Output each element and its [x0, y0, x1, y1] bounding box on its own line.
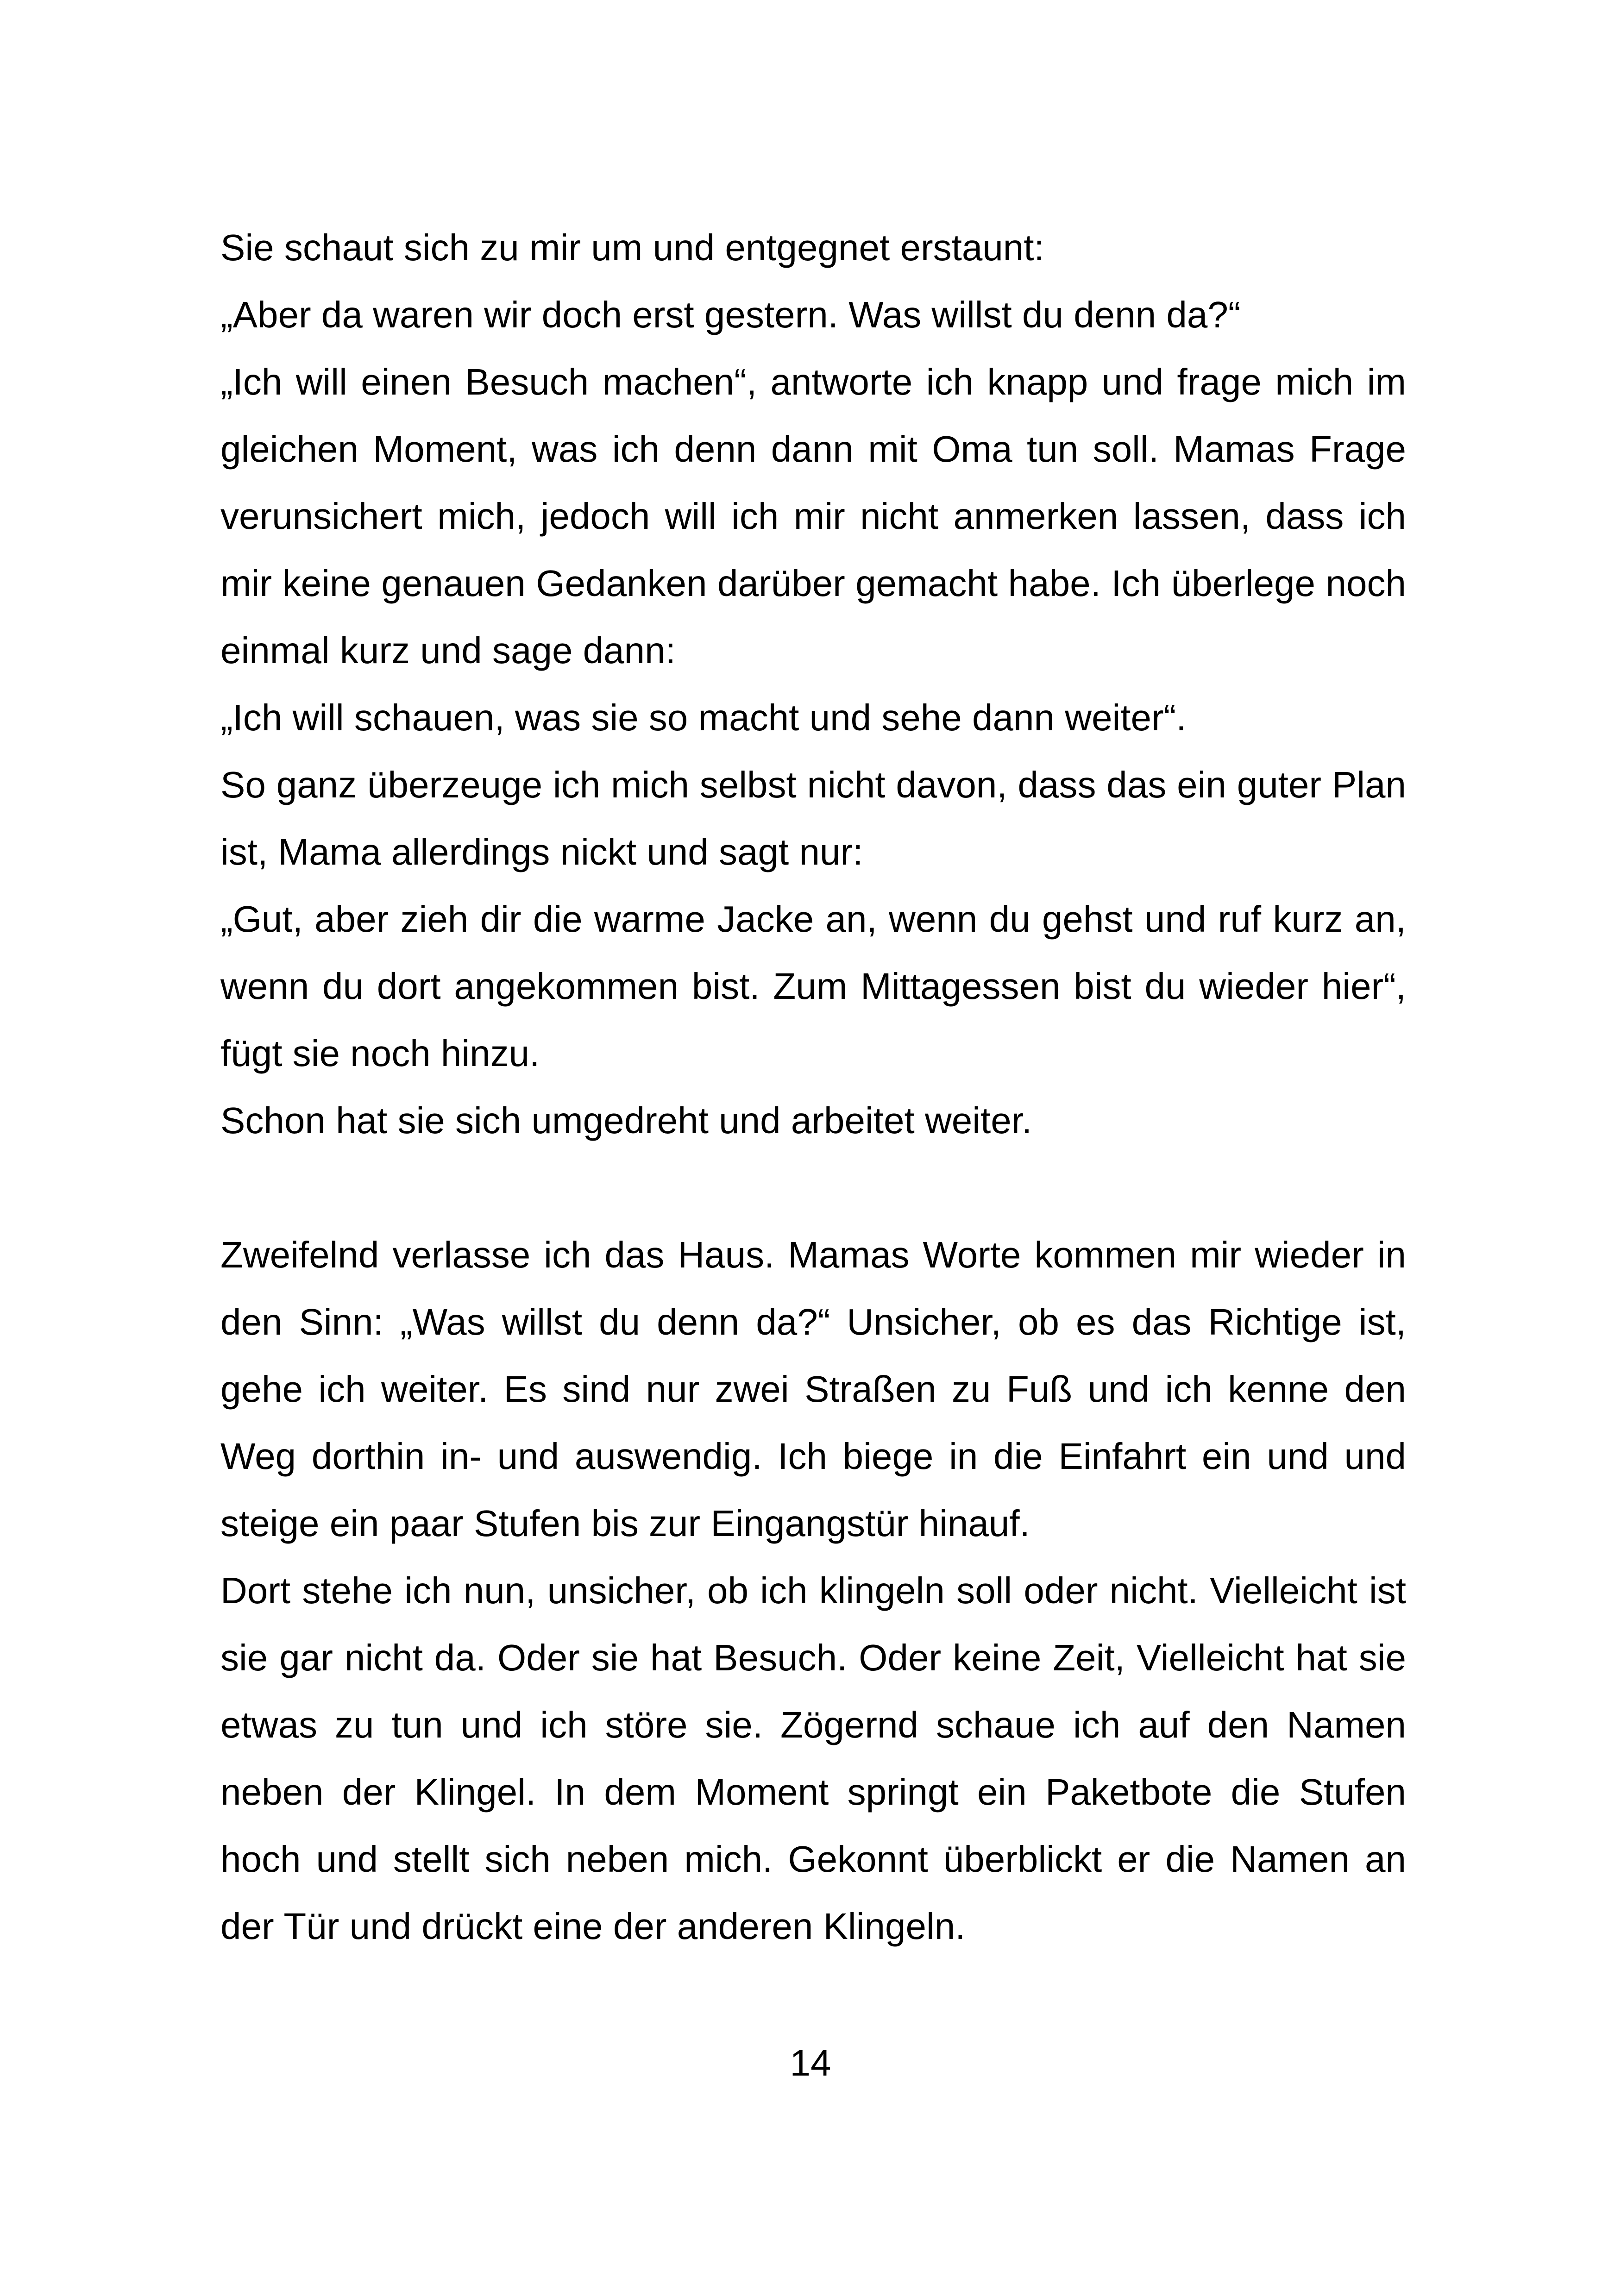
paragraph: Schon hat sie sich umgedreht und arbeitet weiter.	[220, 1100, 1032, 1141]
paragraph-gap	[220, 1154, 1406, 1221]
paragraph: Zweifelnd verlasse ich das Haus. Mamas Worte kommen mir wieder in den Sinn: „Was willst du denn da?“ Unsicher, ob es das Richtige ist, gehe ich weiter. Es sind nur zwei Straßen zu Fuß und ich kenne den Weg dorthin in- und auswendig. Ich biege in die Einfahrt ein und und steige ein paar Stufen bis zur Eingangstür hinauf.	[220, 1234, 1406, 1544]
paragraph: Dort stehe ich nun, unsicher, ob ich klingeln soll oder nicht. Vielleicht ist sie gar nicht da. Oder sie hat Besuch. Oder keine Zeit, Vielleicht hat sie etwas zu tun und ich störe sie. Zögernd schaue ich auf den Namen neben der Klingel. In dem Moment springt ein Paketbote die Stufen hoch und stellt sich neben mich. Gekonnt überblickt er die Namen an der Tür und drückt eine der anderen Klingeln.	[220, 1570, 1406, 1947]
paragraph: „Aber da waren wir doch erst gestern. Was willst du denn da?“	[220, 294, 1241, 335]
paragraph: Sie schaut sich zu mir um und entgegnet erstaunt:	[220, 227, 1044, 268]
paragraph: „Ich will einen Besuch machen“, antworte ich knapp und frage mich im gleichen Moment, was ich denn dann mit Oma tun soll. Mamas Frage verunsichert mich, jedoch will ich mir nicht anmerken lassen, dass ich mir keine genauen Gedanken darüber gemacht habe. Ich überlege noch einmal kurz und sage dann:	[220, 361, 1406, 671]
paragraph: „Gut, aber zieh dir die warme Jacke an, wenn du gehst und ruf kurz an, wenn du dort angekommen bist. Zum Mittagessen bist du wieder hier“, fügt sie noch hinzu.	[220, 898, 1406, 1074]
paragraph: „Ich will schauen, was sie so macht und sehe dann weiter“.	[220, 697, 1187, 738]
page-number: 14	[790, 2042, 831, 2083]
body-text	[220, 214, 1406, 1960]
paragraph: So ganz überzeuge ich mich selbst nicht davon, dass das ein guter Plan ist, Mama allerdings nickt und sagt nur:	[220, 764, 1406, 872]
